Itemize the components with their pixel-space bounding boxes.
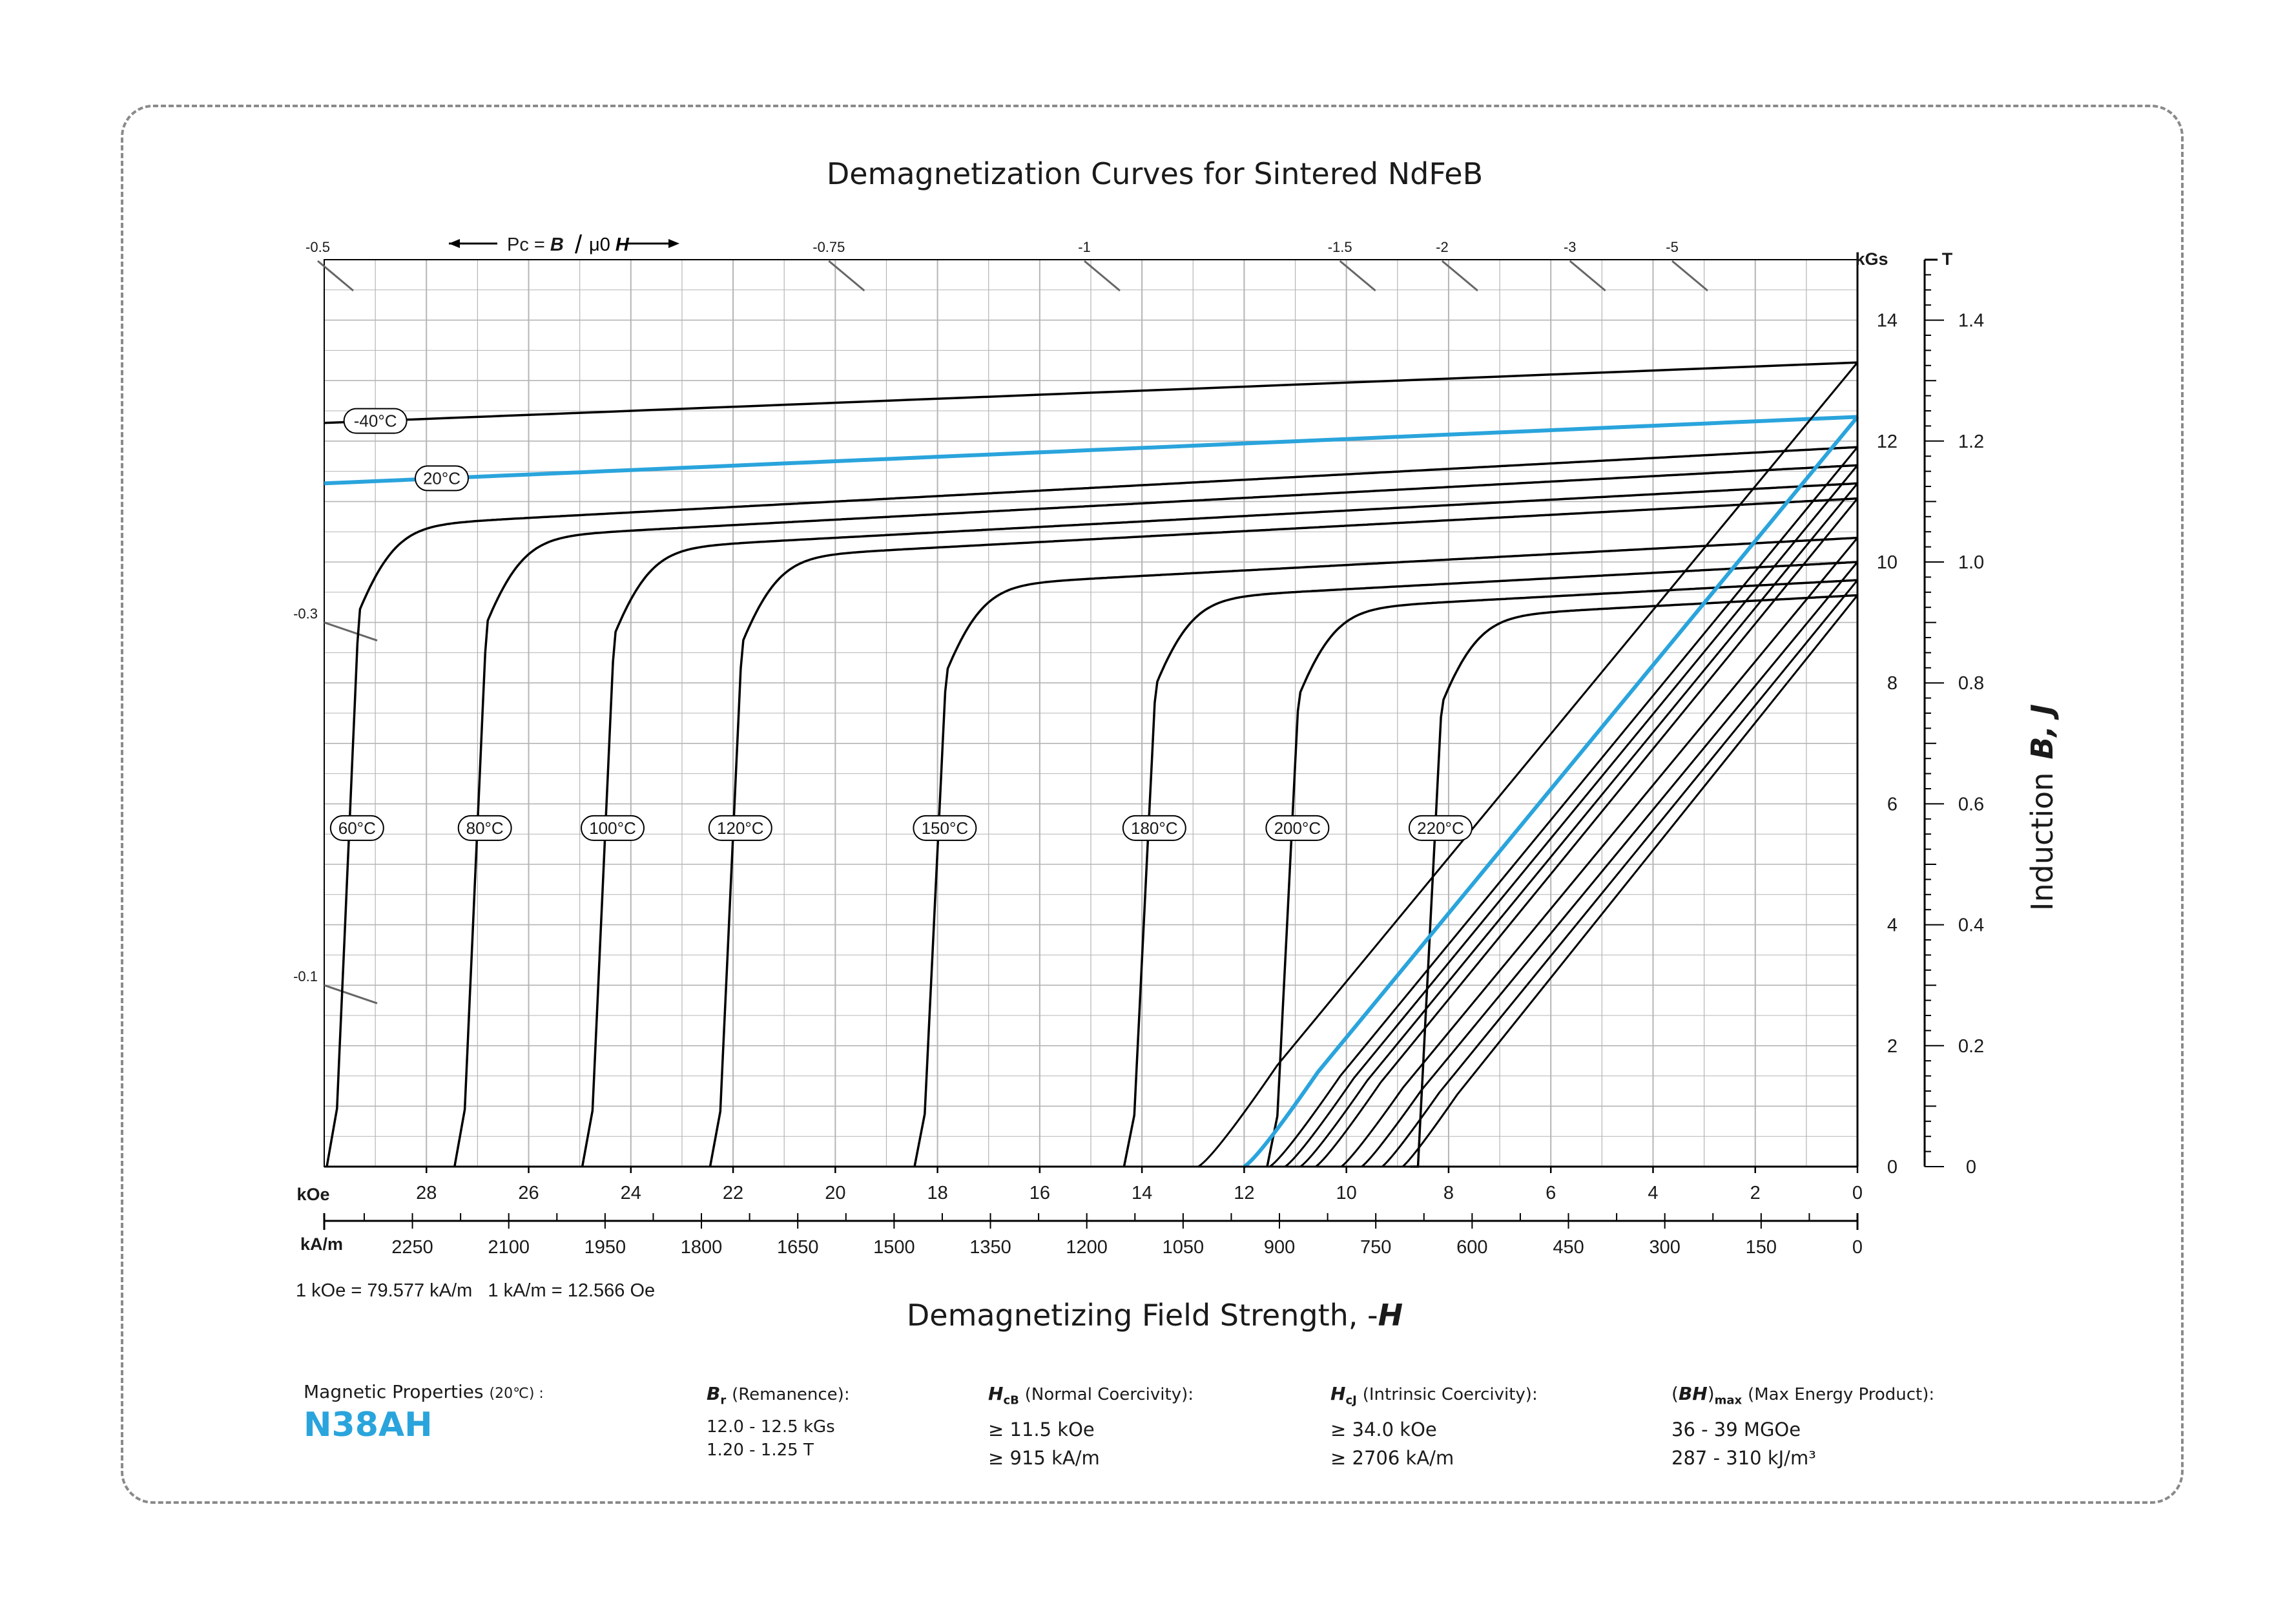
x-tick-label-kam: 1800 [680,1237,723,1258]
x-tick-label-koe: 4 [1648,1183,1659,1203]
x-tick-label-kam: 1350 [969,1237,1011,1258]
j-curve-150°C [915,538,1857,1167]
br-desc: (Remanence): [732,1385,850,1404]
x-tick-label-koe: 6 [1546,1183,1557,1203]
x-tick-label-koe: 22 [722,1183,744,1203]
x-unit-kam: kA/m [300,1234,344,1254]
y-tick-label-t: 0.8 [1958,673,1985,694]
curve-label: 100°C [589,818,636,838]
x-unit-koe: kOe [296,1185,330,1204]
x-tick-label-kam: 2100 [488,1237,530,1258]
pc-label-top: -1 [1078,239,1091,255]
bh-symbol: BH [1678,1383,1708,1404]
x-tick-label-koe: 16 [1029,1183,1050,1203]
hcb-value-1: ≥ 11.5 kOe [988,1418,1095,1441]
y-tick-label-t: 0 [1965,1157,1977,1178]
x-tick-label-koe: 24 [620,1183,641,1203]
x-tick-label-kam: 0 [1852,1237,1863,1258]
y-tick-label-kgs: 2 [1887,1035,1898,1057]
x-tick-label-koe: 20 [825,1183,846,1203]
y-tick-label-t: 1.2 [1958,431,1985,452]
pc-label: Pc = [507,234,550,255]
curve-label: 220°C [1417,818,1464,838]
pc-tick [324,623,377,641]
chart-title: Demagnetization Curves for Sintered NdFeB [826,156,1484,191]
pc-tick [1442,261,1478,291]
br-symbol: B [707,1383,721,1404]
b-line-B 120°C [1316,499,1857,1167]
y-unit-kgs: kGs [1855,249,1888,269]
y-axis-symbols: B, J [2025,703,2060,760]
hcj-value-2: ≥ 2706 kA/m [1330,1446,1454,1469]
b-line-B 60°C [1270,447,1857,1167]
x-tick-label-koe: 14 [1132,1183,1153,1203]
pc-label-top: -1.5 [1327,239,1352,255]
x-tick-label-kam: 2250 [391,1237,433,1258]
y-tick-label-kgs: 10 [1876,552,1898,573]
pc-label-top: -3 [1563,239,1577,255]
x-tick-label-kam: 1500 [873,1237,915,1258]
svg-text:μ0 H [589,234,630,255]
grade-name: N38AH [304,1406,433,1444]
y-tick-label-t: 0.6 [1958,794,1985,815]
bh-sub: max [1714,1393,1743,1408]
pc-tick [318,261,353,291]
x-axis-title: Demagnetizing Field Strength, -H [906,1298,1403,1333]
hcb-value-2: ≥ 915 kA/m [988,1446,1100,1469]
axes [324,260,1984,1258]
b-line-B 200°C [1382,580,1857,1167]
y-tick-label-kgs: 8 [1887,673,1898,694]
y-tick-label-t: 0.4 [1958,915,1985,936]
curve-labels [331,409,1472,840]
pc-b: B [550,234,564,255]
x-tick-label-koe: 0 [1852,1183,1863,1203]
j-curve-60°C [327,447,1857,1167]
hcb-sub: cB [1003,1393,1019,1408]
pc-tick [324,985,377,1003]
y-tick-label-kgs: 6 [1887,794,1898,815]
curve-label: 20°C [422,468,461,488]
pc-label-left: -0.1 [293,968,318,985]
y-tick-label-t: 0.2 [1958,1035,1985,1057]
pc-tick [1340,261,1376,291]
y-tick-label-kgs: 14 [1876,310,1898,331]
b-line-B 220°C [1403,595,1857,1167]
x-tick-label-koe: 2 [1750,1183,1761,1203]
y-tick-label-t: 1.4 [1958,310,1985,331]
y-tick-label-kgs: 4 [1887,915,1898,936]
x-tick-label-koe: 12 [1234,1183,1255,1203]
x-tick-label-kam: 600 [1456,1237,1488,1258]
x-axis-symbol: H [1378,1298,1403,1333]
x-tick-label-kam: 900 [1263,1237,1296,1258]
hcb-symbol: H [988,1383,1004,1404]
pc-label-top: -2 [1436,239,1449,255]
x-tick-label-kam: 450 [1553,1237,1584,1258]
pc-tick [1672,261,1708,291]
br-value-2: 1.20 - 1.25 T [707,1440,814,1460]
y-unit-t: T [1941,249,1953,269]
curve-label: 80°C [466,818,504,838]
conversion-note: 1 kOe = 79.577 kA/m 1 kA/m = 12.566 Oe [296,1280,656,1301]
br-sub: r [720,1393,727,1408]
curve-label: 200°C [1274,818,1321,838]
hcj-desc: (Intrinsic Coercivity): [1362,1385,1538,1404]
y-axis-title: InductionB, J [2025,703,2060,911]
curve-label: 180°C [1131,818,1178,838]
hcj-value-1: ≥ 34.0 kOe [1330,1418,1437,1441]
br-value-1: 12.0 - 12.5 kGs [707,1417,835,1437]
hcj-symbol: H [1330,1383,1346,1404]
y-tick-label-kgs: 12 [1876,431,1898,452]
b-line-B 100°C [1300,483,1857,1167]
x-tick-label-kam: 1650 [776,1237,819,1258]
grid [324,260,1857,1167]
x-tick-label-kam: 150 [1745,1237,1777,1258]
properties-condition: (20℃) : [489,1386,544,1402]
b-line-B 80°C [1285,465,1857,1167]
bh-desc: (Max Energy Product): [1748,1385,1935,1404]
x-tick-label-kam: 1950 [584,1237,626,1258]
x-tick-label-kam: 1050 [1162,1237,1205,1258]
pc-label-top: -0.5 [305,239,330,255]
pc-tick [1570,261,1606,291]
bh-value-2: 287 - 310 kJ/m³ [1671,1446,1816,1469]
y-tick-label-t: 1.0 [1958,552,1985,573]
x-tick-label-koe: 26 [518,1183,539,1203]
pc-tick [829,261,864,291]
x-tick-label-koe: 18 [927,1183,948,1203]
bh-col: $(BH)_{max}$ (Max Energy Product): 36 - 39 MGOe 287 - 310 kJ/m³ [1671,1380,1934,1472]
x-tick-label-kam: 1200 [1066,1237,1108,1258]
pc-label-top: -0.75 [812,239,845,255]
hcj-sub: cJ [1345,1393,1357,1408]
x-tick-label-koe: 8 [1443,1183,1454,1203]
properties-heading: Magnetic Properties [304,1381,484,1402]
bh-value-1: 36 - 39 MGOe [1671,1418,1801,1441]
svg-text:Pc = B [507,234,564,255]
pc-h: H [615,234,629,255]
y-tick-label-kgs: 0 [1887,1157,1898,1178]
b-line-B 150°C [1341,538,1857,1167]
pc-header [449,231,679,259]
pc-mu: μ0 [589,234,610,255]
pc-slash-icon: / [575,231,583,259]
x-tick-label-kam: 750 [1360,1237,1392,1258]
hcb-desc: (Normal Coercivity): [1024,1385,1194,1404]
x-tick-label-koe: 10 [1336,1183,1357,1203]
pc-label-top: -5 [1666,239,1679,255]
curve-label: -40°C [353,411,397,431]
curve-label: 120°C [717,818,764,838]
pc-tick [1084,261,1120,291]
x-tick-label-kam: 300 [1649,1237,1681,1258]
curve-label: 150°C [921,818,969,838]
curve-label: 60°C [338,818,376,838]
x-tick-label-koe: 28 [416,1183,437,1203]
pc-label-left: -0.3 [293,605,318,622]
